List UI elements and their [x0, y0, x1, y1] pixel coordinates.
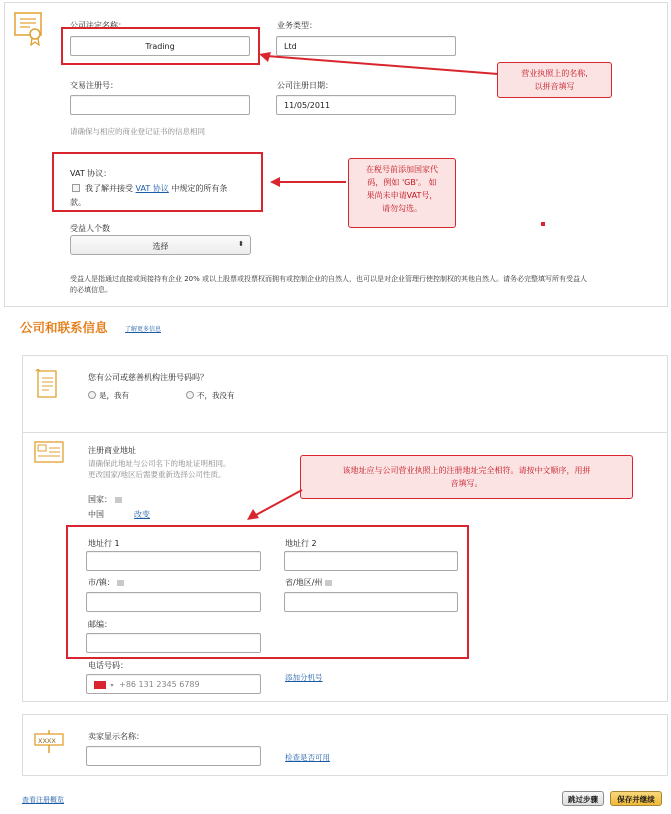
info-icon [325, 580, 332, 586]
charity-yes-radio[interactable] [88, 391, 96, 399]
address-line1-input[interactable] [86, 551, 261, 571]
name-callout [497, 62, 612, 98]
address-callout [300, 455, 633, 499]
beneficiary-note-line1: 受益人是指通过直接或间接持有企业 20% 或以上股票或投票权而拥有或控制企业的自然人，也可以是对企业管理行使控制权的其他自然人。请务必完整填写所有受益人 [70, 275, 588, 283]
beneficiary-select-value: 选择 [152, 242, 169, 251]
vat-callout-arrow [268, 176, 348, 188]
zip-input[interactable] [86, 633, 261, 653]
check-availability-link[interactable]: 检查是否可用 [285, 753, 330, 762]
country-label-text: 国家： [88, 495, 112, 504]
charity-no-label: 不，我没有 [197, 391, 235, 400]
state-label [285, 577, 332, 588]
change-country-link[interactable]: 改变 [134, 510, 150, 519]
country-label [88, 494, 122, 505]
address-line1-label: 地址行 1 [88, 539, 120, 548]
city-input[interactable] [86, 592, 261, 612]
address-callout-arrow [244, 488, 304, 522]
company-name-label: 公司法定名称： [70, 21, 126, 30]
section-title: 公司和联系信息 [20, 320, 108, 335]
city-label [88, 577, 124, 588]
china-flag-icon [94, 681, 106, 689]
trade-reg-input[interactable] [70, 95, 250, 115]
display-name-input[interactable] [86, 746, 261, 766]
vat-callout-line3: 果尚未申请VAT号， [366, 191, 438, 200]
charity-no-radio[interactable] [186, 391, 194, 399]
company-name-input[interactable]: Trading [70, 36, 250, 56]
name-callout-line2: 以拼音填写 [534, 82, 575, 91]
phone-input[interactable] [86, 674, 261, 694]
beneficiary-label: 受益人个数 [70, 224, 110, 233]
business-type-input[interactable]: Ltd [276, 36, 456, 56]
reg-date-label: 公司注册日期： [277, 81, 333, 90]
info-icon [117, 580, 124, 586]
business-type-label: 业务类型： [277, 21, 317, 30]
vat-text-line2: 款。 [70, 198, 86, 207]
reg-date-input[interactable]: 11/05/2011 [276, 95, 456, 115]
beneficiary-select[interactable] [70, 235, 251, 255]
vat-checkbox[interactable] [72, 184, 80, 192]
address-line2-input[interactable] [284, 551, 458, 571]
vat-text-after: 中规定的所有条 [171, 184, 228, 193]
charity-question: 您有公司或慈善机构注册号码吗？ [88, 373, 208, 382]
vat-callout-line1: 在税号前添加国家代 [366, 165, 438, 174]
save-continue-button[interactable]: 保存并继续 [610, 791, 662, 806]
panel-divider [22, 432, 668, 433]
name-callout-line1: 营业执照上的名称, [521, 69, 588, 78]
company-name-highlight [61, 27, 260, 65]
scroll-document-icon [34, 368, 60, 400]
phone-label: 电话号码： [88, 661, 128, 670]
city-label-text: 市/镇： [88, 578, 115, 587]
beneficiary-note-line2: 的必填信息。 [70, 286, 112, 294]
seller-name-panel [22, 714, 668, 776]
address-title: 注册商业地址 [88, 446, 136, 455]
address-callout-line2: 音填写。 [450, 479, 483, 488]
display-name-label: 卖家显示名称： [88, 732, 144, 741]
vat-callout-line2: 码，例如 'GB'。 如 [367, 178, 437, 187]
skip-step-button[interactable]: 跳过步骤 [562, 791, 604, 806]
signpost-text: XXXX [38, 737, 56, 745]
vat-agreement-text [85, 183, 227, 194]
country-value: 中国 [88, 510, 104, 519]
name-callout-arrow [255, 50, 500, 80]
info-icon [115, 497, 122, 503]
address-card-icon [34, 441, 64, 463]
select-arrows-icon: ⬍ [238, 240, 244, 248]
vat-text-before: 我了解并接受 [85, 184, 133, 193]
state-label-text: 省/地区/州 [285, 578, 323, 587]
learn-more-link[interactable]: 了解更多信息 [125, 326, 162, 333]
view-summary-link[interactable]: 查看注册概览 [22, 796, 64, 804]
dropdown-caret-icon: ▾ [110, 682, 114, 689]
red-dot-mark [541, 222, 545, 226]
address-desc-line1: 请确保此地址与公司名下的地址证明相同。 [88, 459, 231, 468]
zip-label: 邮编： [88, 620, 112, 629]
trade-reg-label: 交易注册号： [70, 81, 118, 90]
address-line2-label: 地址行 2 [285, 539, 317, 548]
state-input[interactable] [284, 592, 458, 612]
vat-callout-line4: 请勿勾选。 [382, 204, 422, 213]
info-hint: 请确保与相应的商业登记证书的信息相同 [70, 127, 205, 136]
vat-callout [348, 158, 456, 228]
address-desc-line2: 更改国家/地区后需要重新选择公司性质。 [88, 470, 226, 479]
certificate-icon [14, 12, 44, 46]
vat-agreement-link[interactable]: VAT 协议 [135, 184, 169, 193]
vat-label: VAT 协议： [70, 169, 112, 178]
add-extension-link[interactable]: 添加分机号 [285, 673, 323, 682]
phone-placeholder: +86 131 2345 6789 [119, 680, 200, 689]
charity-yes-label: 是，我有 [99, 391, 129, 400]
address-callout-line1: 该地址应与公司营业执照上的注册地址完全相符。请按中文顺序，用拼 [342, 466, 591, 475]
